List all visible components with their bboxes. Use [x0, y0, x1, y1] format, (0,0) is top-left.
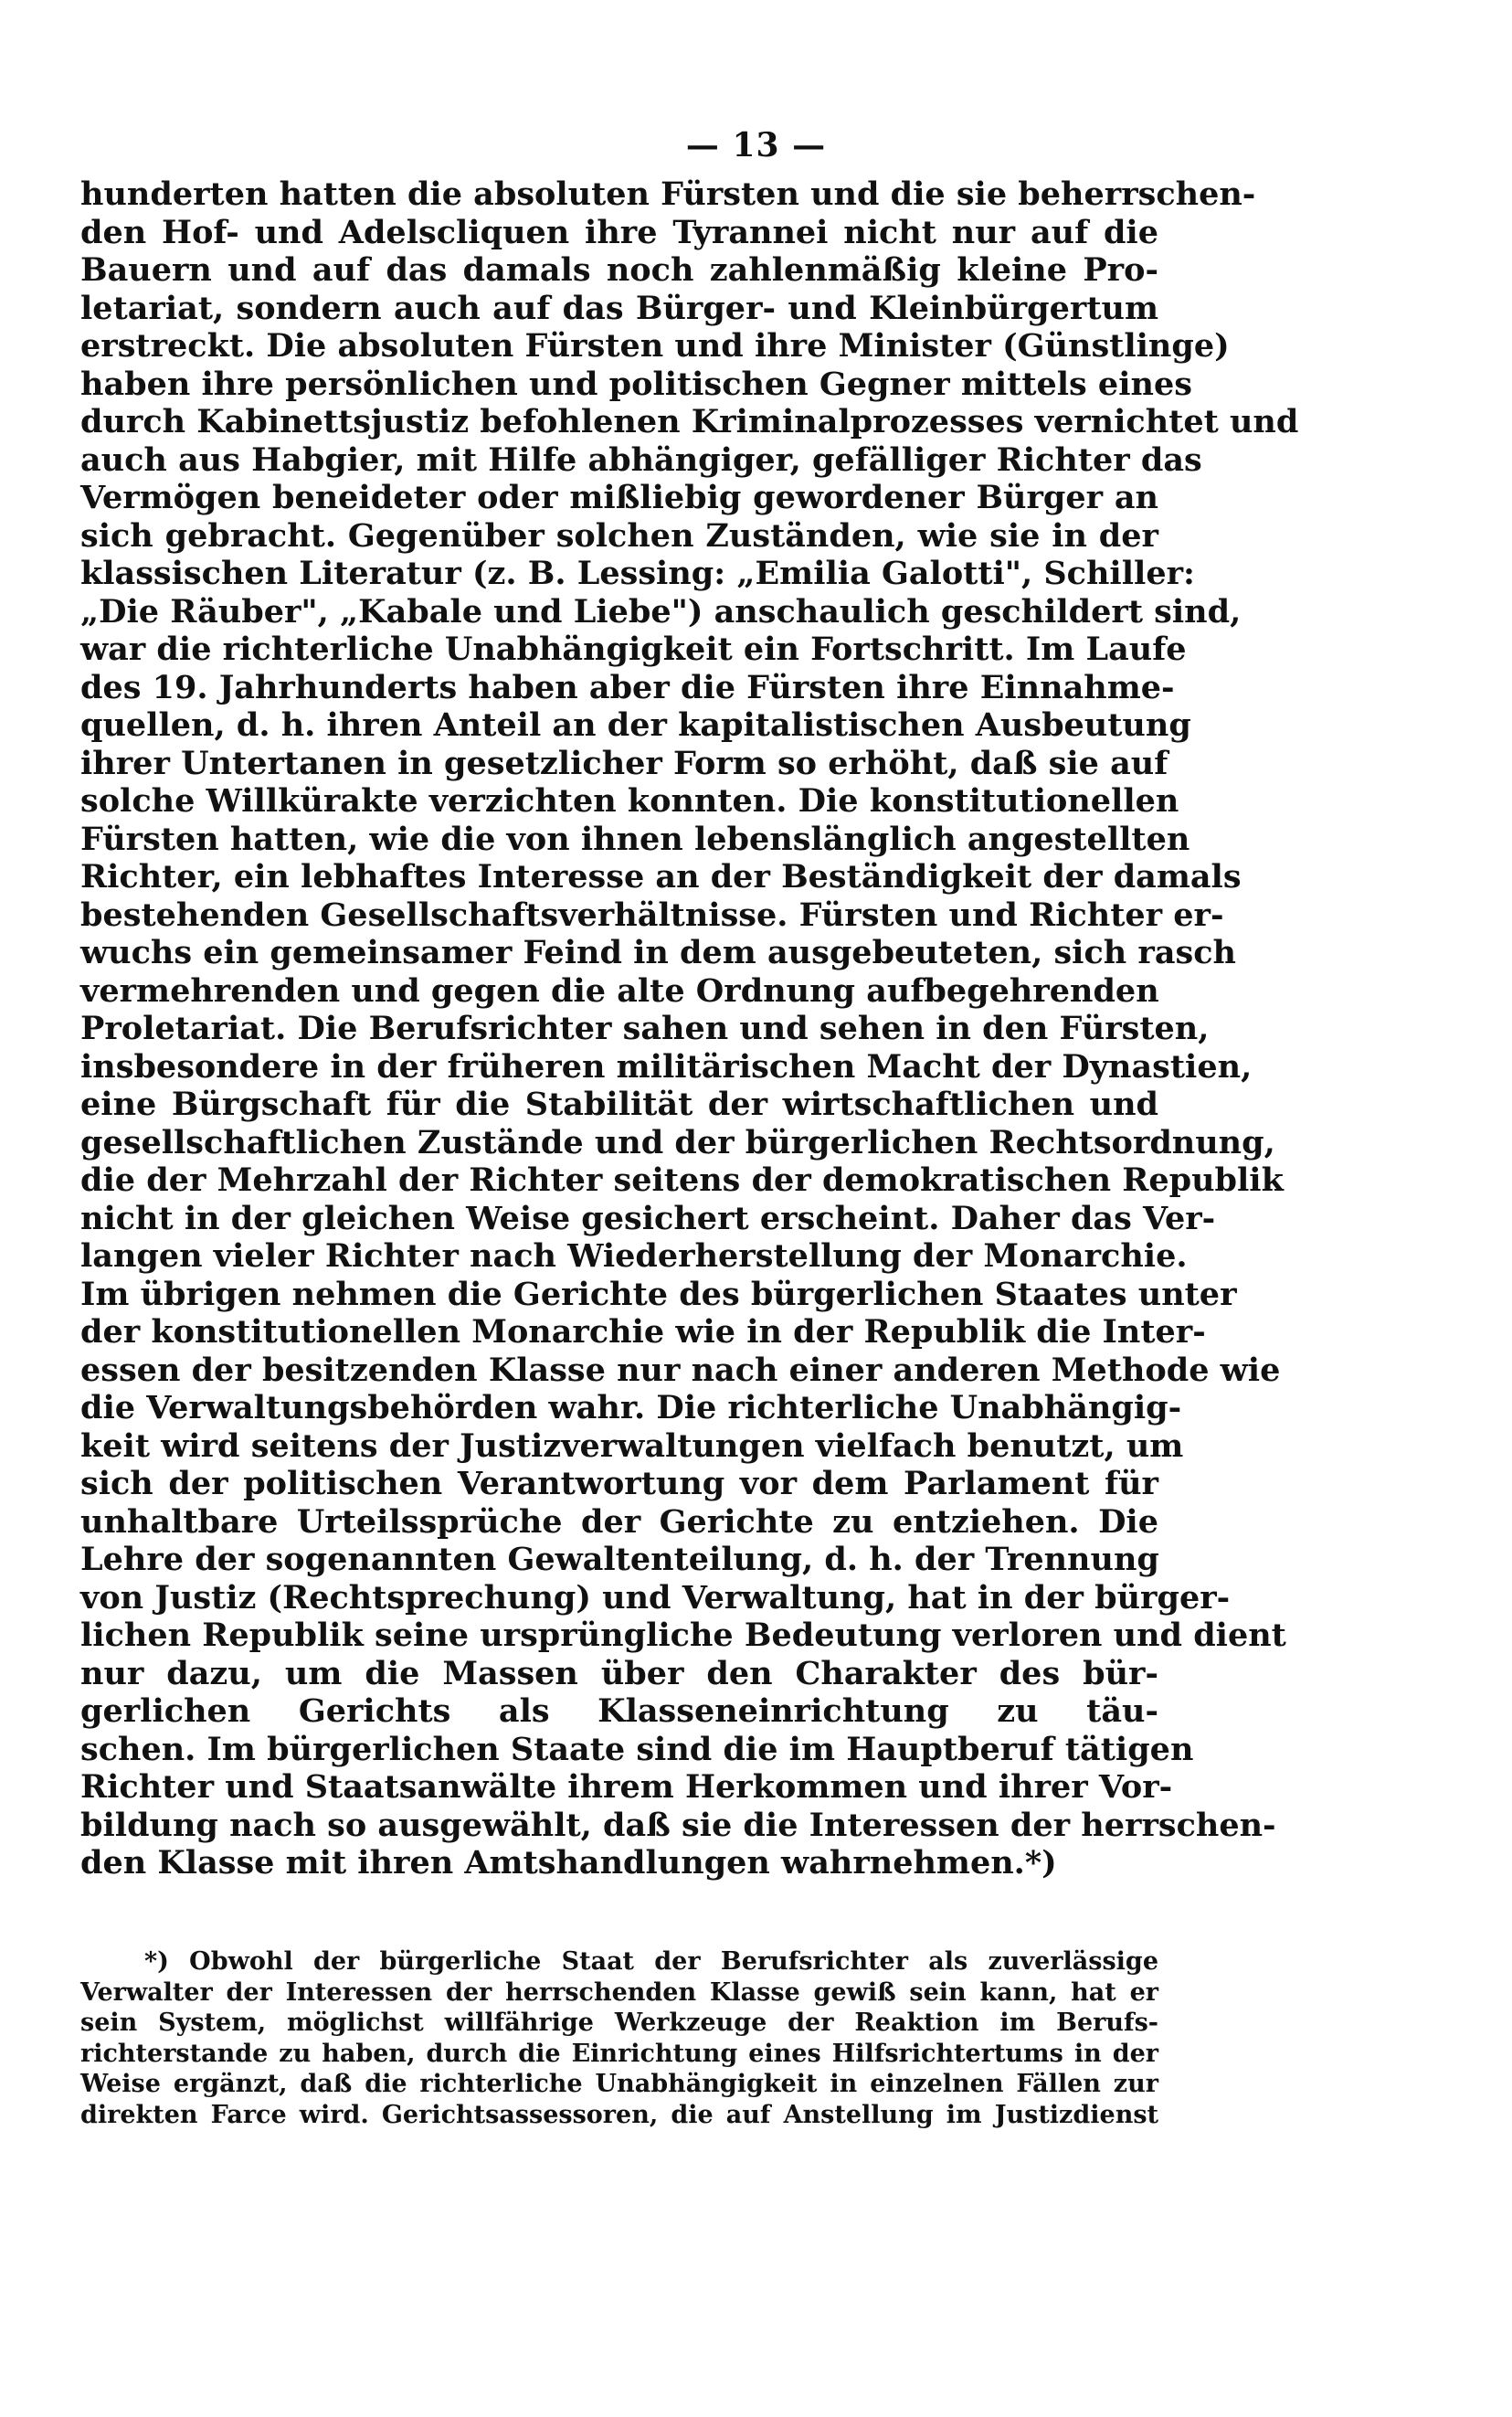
body-line: hunderten hatten die absoluten Fürsten und die sie beherrschen-: [80, 175, 1256, 213]
body-text: [80, 175, 1299, 1882]
body-line: die Verwaltungsbehörden wahr. Die richterliche Unabhängig-: [80, 1389, 1182, 1426]
body-line: langen vieler Richter nach Wiederherstellung der Monarchie.: [80, 1237, 1188, 1275]
body-line: erstreckt. Die absoluten Fürsten und ihre Minister (Günstlinge): [80, 327, 1230, 365]
body-line: bestehenden Gesellschaftsverhältnisse. Fürsten und Richter er-: [80, 896, 1224, 934]
body-line: den Hof- und Adelscliquen ihre Tyrannei nicht nur auf die: [80, 213, 1158, 251]
body-line: Vermögen beneideter oder mißliebig gewordener Bürger an: [80, 479, 1158, 516]
body-line: „Die Räuber", „Kabale und Liebe") anschaulich geschildert sind,: [80, 592, 1242, 631]
body-line: lichen Republik seine ursprüngliche Bedeutung verloren und dient: [80, 1617, 1286, 1654]
body-line: Im übrigen nehmen die Gerichte des bürgerlichen Staates unter: [80, 1275, 1237, 1313]
body-line: von Justiz (Rechtsprechung) und Verwaltung, hat in der bürger-: [80, 1578, 1231, 1617]
page-number: — 13 —: [685, 126, 827, 164]
body-line: haben ihre persönlichen und politischen Gegner mittels eines: [80, 365, 1192, 403]
body-line: sich gebracht. Gegenüber solchen Zuständen, wie sie in der: [80, 516, 1158, 555]
body-line: vermehrenden und gegen die alte Ordnung aufbegehrenden: [80, 971, 1159, 1010]
body-line: Richter und Staatsanwälte ihrem Herkommen und ihrer Vor-: [80, 1768, 1173, 1806]
body-line: eine Bürgschaft für die Stabilität der wirtschaftlichen und: [80, 1086, 1158, 1123]
body-line: ihrer Untertanen in gesetzlicher Form so erhöht, daß sie auf: [80, 744, 1168, 782]
body-line: Richter, ein lebhaftes Interesse an der Beständigkeit der damals: [80, 858, 1242, 896]
body-line: war die richterliche Unabhängigkeit ein Fortschritt. Im Laufe: [80, 631, 1187, 668]
footnote-line: richterstande zu haben, durch die Einrichtung eines Hilfsrichtertums in der: [80, 2039, 1158, 2068]
footnote: [80, 1946, 1158, 2130]
footnote-line: *) Obwohl der bürgerliche Staat der Berufsrichter als zuverlässige: [144, 1947, 1158, 1976]
body-line: Lehre der sogenannten Gewaltenteilung, d. h. der Trennung: [80, 1541, 1159, 1578]
body-line: wuchs ein gemeinsamer Feind in dem ausgebeuteten, sich rasch: [80, 934, 1236, 971]
body-line: die der Mehrzahl der Richter seitens der demokratischen Republik: [80, 1161, 1284, 1199]
body-line: essen der besitzenden Klasse nur nach einer anderen Methode wie: [80, 1351, 1281, 1389]
body-line: der konstitutionellen Monarchie wie in der Republik die Inter-: [80, 1313, 1206, 1351]
body-line: bildung nach so ausgewählt, daß sie die Interessen der herrschen-: [80, 1806, 1276, 1844]
body-line: auch aus Habgier, mit Hilfe abhängiger, gefälliger Richter das: [80, 440, 1202, 479]
footnote-line: direkten Farce wird. Gerichtsassessoren, die auf Anstellung im Justizdienst: [80, 2100, 1158, 2129]
body-line: den Klasse mit ihren Amtshandlungen wahrnehmen.*): [80, 1844, 1057, 1882]
body-line: solche Willkürakte verzichten konnten. Die konstitutionellen: [80, 782, 1179, 820]
footnote-line: sein System, möglichst willfährige Werkzeuge der Reaktion im Berufs-: [80, 2009, 1158, 2037]
body-line: insbesondere in der früheren militärischen Macht der Dynastien,: [80, 1047, 1253, 1086]
body-line: nicht in der gleichen Weise gesichert erscheint. Daher das Ver-: [80, 1199, 1216, 1237]
body-line: gerlichen Gerichts als Klasseneinrichtung zu täu-: [80, 1692, 1158, 1730]
body-line: keit wird seitens der Justizverwaltungen vielfach benutzt, um: [80, 1426, 1184, 1465]
body-line: letariat, sondern auch auf das Bürger- und Kleinbürgertum: [80, 289, 1158, 327]
body-line: klassischen Literatur (z. B. Lessing: „Emilia Galotti", Schiller:: [80, 555, 1195, 592]
body-line: quellen, d. h. ihren Anteil an der kapitalistischen Ausbeutung: [80, 706, 1191, 744]
body-line: Bauern und auf das damals noch zahlenmäßig kleine Pro-: [80, 251, 1158, 289]
body-line: Fürsten hatten, wie die von ihnen lebenslänglich angestellten: [80, 820, 1190, 858]
body-line: gesellschaftlichen Zustände und der bürgerlichen Rechtsordnung,: [80, 1123, 1275, 1161]
body-line: sich der politischen Verantwortung vor dem Parlament für: [80, 1465, 1158, 1502]
body-line: schen. Im bürgerlichen Staate sind die im Hauptberuf tätigen: [80, 1730, 1194, 1768]
body-line: nur dazu, um die Massen über den Charakter des bür-: [80, 1654, 1158, 1692]
body-line: des 19. Jahrhunderts haben aber die Fürsten ihre Einnahme-: [80, 668, 1175, 706]
footnote-line: Weise ergänzt, daß die richterliche Unabhängigkeit in einzelnen Fällen zur: [80, 2070, 1158, 2098]
body-line: unhaltbare Urteilssprüche der Gerichte zu entziehen. Die: [80, 1502, 1158, 1541]
body-line: durch Kabinettsjustiz befohlenen Kriminalprozesses vernichtet und: [80, 403, 1299, 440]
body-line: Proletariat. Die Berufsrichter sahen und sehen in den Fürsten,: [80, 1010, 1210, 1047]
footnote-line: Verwalter der Interessen der herrschenden Klasse gewiß sein kann, hat er: [80, 1977, 1158, 2007]
